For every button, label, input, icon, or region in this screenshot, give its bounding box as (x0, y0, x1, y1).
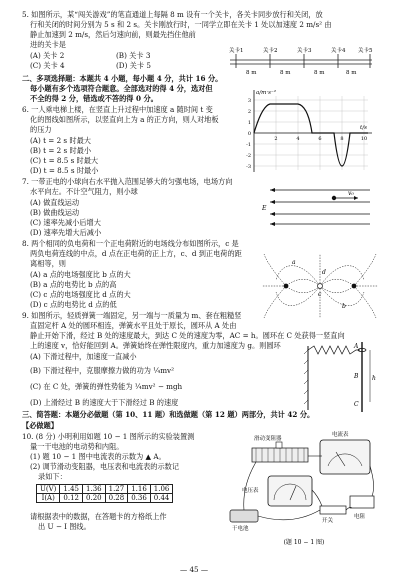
q6-line-1: 6. 一人乘电梯上楼，在竖直上升过程中加速度 a 随时间 t 变 (22, 105, 213, 114)
q5-gate-4-label: 关卡4 (331, 48, 346, 54)
q6-ytick-0: 0 (247, 131, 251, 137)
q10-ammeter-label: 电流表 (332, 432, 349, 438)
q5-gate-2-label: 关卡2 (263, 48, 278, 54)
page-number: — 45 — (180, 565, 209, 574)
q5-line-1: 5. 如图所示，某“闯关游戏”的笔直通道上每隔 8 m 设有一个关卡，各关卡同步放行和关闭，放 (22, 10, 323, 19)
q6-ytick-neg1: -1 (246, 142, 251, 148)
q9-line-3: 静止开始下滑，经过 B 处的速度最大，到达 C 处的速度为零，AC = h。圆环在 C 处获得一竖直向 (30, 331, 345, 340)
q5-option-b: (B) 关卡 3 (116, 51, 151, 60)
q5-option-d: (D) 关卡 5 (116, 61, 151, 70)
table-cell: 1.27 (105, 485, 128, 494)
q6-xtick-8: 8 (340, 136, 344, 142)
q6-line-2: 化的图线如图所示，以竖直向上为 a 的正方向，则人对地板 (30, 115, 219, 124)
q6-line-3: 的压力 (30, 125, 52, 134)
q6-option-d: (D) t = 8.5 s 时最小 (30, 166, 99, 175)
section2-line-2: 每小题有多个选项符合题意。全部选对的得 4 分，选对但 (30, 84, 213, 93)
q6-x-axis-label: t/s (360, 125, 367, 131)
q9-label-C: C (354, 401, 359, 408)
q8-option-a: (A) a 点的电场强度比 b 点的大 (30, 270, 131, 279)
q9-spring-ring-figure (300, 340, 380, 414)
q7-electric-field-figure (262, 184, 378, 228)
section2-line-3: 不全的得 2 分，错选或不答的得 0 分。 (30, 94, 158, 103)
q6-xtick-2: 2 (274, 136, 278, 142)
q5-line-2: 行和关闭的时间分别为 5 s 和 2 s。关卡刚放行时，一同学立即在关卡 1 处以加速度 2 m/s² 由 (30, 20, 332, 29)
q7-option-d: (D) 速率先增大后减小 (30, 228, 102, 237)
q10-apparatus-figure (222, 426, 382, 550)
q9-label-B: B (354, 373, 359, 380)
q7-option-b: (B) 做曲线运动 (30, 208, 80, 217)
table-row (37, 485, 173, 494)
q7-option-c: (C) 速率先减小后增大 (30, 218, 101, 227)
q8-field-lines-figure (262, 250, 378, 320)
q6-y-axis-label: a/m·s⁻² (256, 90, 277, 96)
q5-distance-4: 8 m (346, 70, 357, 76)
q8-line-1: 8. 两个相同的负电荷和一个正电荷附近的电场线分布如图所示，c 是 (22, 239, 239, 248)
table-row (37, 494, 173, 503)
q6-ytick-neg3: -3 (246, 164, 251, 170)
q6-acceleration-graph (238, 86, 376, 174)
q8-label-b: b (342, 303, 346, 310)
q6-ytick-2: 2 (247, 109, 251, 115)
section3-heading: 三、简答题：本题分必做题（第 10、11 题）和选做题（第 12 题）两部分，共计 42 分。 (22, 410, 315, 419)
q5-distance-1: 8 m (246, 70, 257, 76)
q5-gate-3-label: 关卡3 (297, 48, 312, 54)
q5-distance-3: 8 m (314, 70, 325, 76)
q9-label-A: A (354, 343, 359, 350)
q6-xtick-10: 10 (360, 136, 368, 142)
q10-after-line-1: 请根据表中的数据，在答题卡的方格纸上作 (30, 512, 167, 521)
q6-option-c: (C) t = 8.5 s 时最大 (30, 156, 99, 165)
q9-option-a: (A) 下滑过程中，加速度一直减小 (30, 352, 137, 361)
q5-distance-2: 8 m (280, 70, 291, 76)
section2-heading: 二、多项选择题：本题共 4 小题，每小题 4 分，共计 16 分。 (22, 74, 223, 83)
q8-line-2: 两负电荷连线的中点，d 点在正电荷的正上方，c、d 到正电荷的距 (30, 249, 242, 258)
q5-gate-5-label: 关卡5 (358, 48, 373, 54)
q10-figure-caption: (题 10 − 1 图) (283, 539, 325, 546)
q9-option-d: (D) 上滑经过 B 的速度大于下滑经过 B 的速度 (30, 398, 179, 407)
q9-line-2: 直固定杆 A 处的圆环相连，弹簧水平且处于原长，圆环从 A 处由 (30, 321, 237, 330)
q9-option-c: (C) 在 C 处，弹簧的弹性势能为 ¼mv² − mgh (30, 382, 183, 391)
table-cell: 0.20 (83, 494, 106, 503)
table-cell: 1.36 (83, 485, 106, 494)
q10-line-5: 录如下： (38, 472, 67, 481)
table-cell: 0.12 (60, 494, 83, 503)
table-cell: 1.45 (60, 485, 83, 494)
q6-xtick-4: 4 (296, 136, 300, 142)
q10-line-3: (1) 题 10 − 1 图中电流表的示数为 ▲ A。 (30, 452, 166, 461)
q6-xtick-6: 6 (318, 136, 322, 142)
q10-line-1: 10. (8 分) 小明利用如题 10 − 1 图所示的实验装置测 (22, 432, 195, 441)
q7-line-2: 水平向左。不计空气阻力，则小球 (30, 187, 138, 196)
q10-voltmeter-label: 电压表 (242, 488, 259, 494)
q8-label-c: c (318, 291, 322, 298)
table-row-header: I(A) (37, 494, 60, 503)
q9-label-h: h (372, 375, 376, 382)
q9-line-1: 9. 如图所示，轻质弹簧一端固定，另一端与一质量为 m、套在粗糙竖 (22, 311, 242, 320)
q5-line-4: 进的关卡是 (30, 40, 66, 49)
q5-line-3: 静止加速到 2 m/s，然后匀速向前，则最先挡住他前 (30, 30, 196, 39)
q5-option-c: (C) 关卡 4 (30, 61, 65, 70)
table-row-header: U(V) (37, 485, 60, 494)
q7-v0-label: v₀ (348, 190, 354, 197)
q6-ytick-3: 3 (247, 98, 251, 104)
q6-option-b: (B) t = 2 s 时最小 (30, 146, 92, 155)
q10-switch-label: 开关 (322, 518, 334, 524)
table-cell: 1.16 (128, 485, 151, 494)
q10-resistor-label: 电阻 (354, 514, 366, 520)
q9-option-b: (B) 下滑过程中，克服摩擦力做的功为 ¼mv² (30, 366, 174, 375)
q7-option-a: (A) 做直线运动 (30, 198, 80, 207)
q6-ytick-neg2: -2 (246, 153, 251, 159)
q8-option-b: (B) a 点的电势比 b 点的高 (30, 280, 117, 289)
q10-battery-label: 干电池 (232, 526, 249, 532)
q10-data-table (36, 484, 173, 503)
q6-ytick-1: 1 (247, 120, 251, 126)
q10-rheostat-label: 滑动变阻器 (254, 436, 282, 442)
table-cell: 0.28 (105, 494, 128, 503)
q9-line-4: 上的速度 v，恰好能回到 A。弹簧始终在弹性限度内，重力加速度为 g。则圆环 (30, 341, 281, 350)
q8-option-c: (C) c 点的电场强度比 d 点的大 (30, 290, 131, 299)
q6-option-a: (A) t = 2 s 时最大 (30, 136, 91, 145)
q5-gate-1-label: 关卡1 (229, 48, 244, 54)
q5-checkpoint-figure (226, 46, 376, 76)
q5-option-a: (A) 关卡 2 (30, 51, 65, 60)
table-cell: 0.36 (128, 494, 151, 503)
section3-required-label: 【必做题】 (22, 421, 58, 430)
q8-line-3: 离相等，则 (30, 259, 66, 268)
q8-label-a: a (292, 259, 296, 266)
q7-E-label: E (262, 205, 267, 212)
q8-label-d: d (322, 269, 326, 276)
q7-line-1: 7. 一带正电的小球向右水平抛入范围足够大的匀强电场，电场方向 (22, 177, 233, 186)
table-cell: 0.44 (150, 494, 173, 503)
q10-line-4: (2) 调节滑动变阻器，电压表和电流表的示数记 (30, 462, 180, 471)
table-cell: 1.06 (150, 485, 173, 494)
q8-option-d: (D) c 点的电势比 d 点的低 (30, 300, 117, 309)
q10-line-2: 量一干电池的电动势和内阻。 (30, 442, 124, 451)
q10-after-line-2: 出 U − I 图线。 (38, 522, 91, 531)
